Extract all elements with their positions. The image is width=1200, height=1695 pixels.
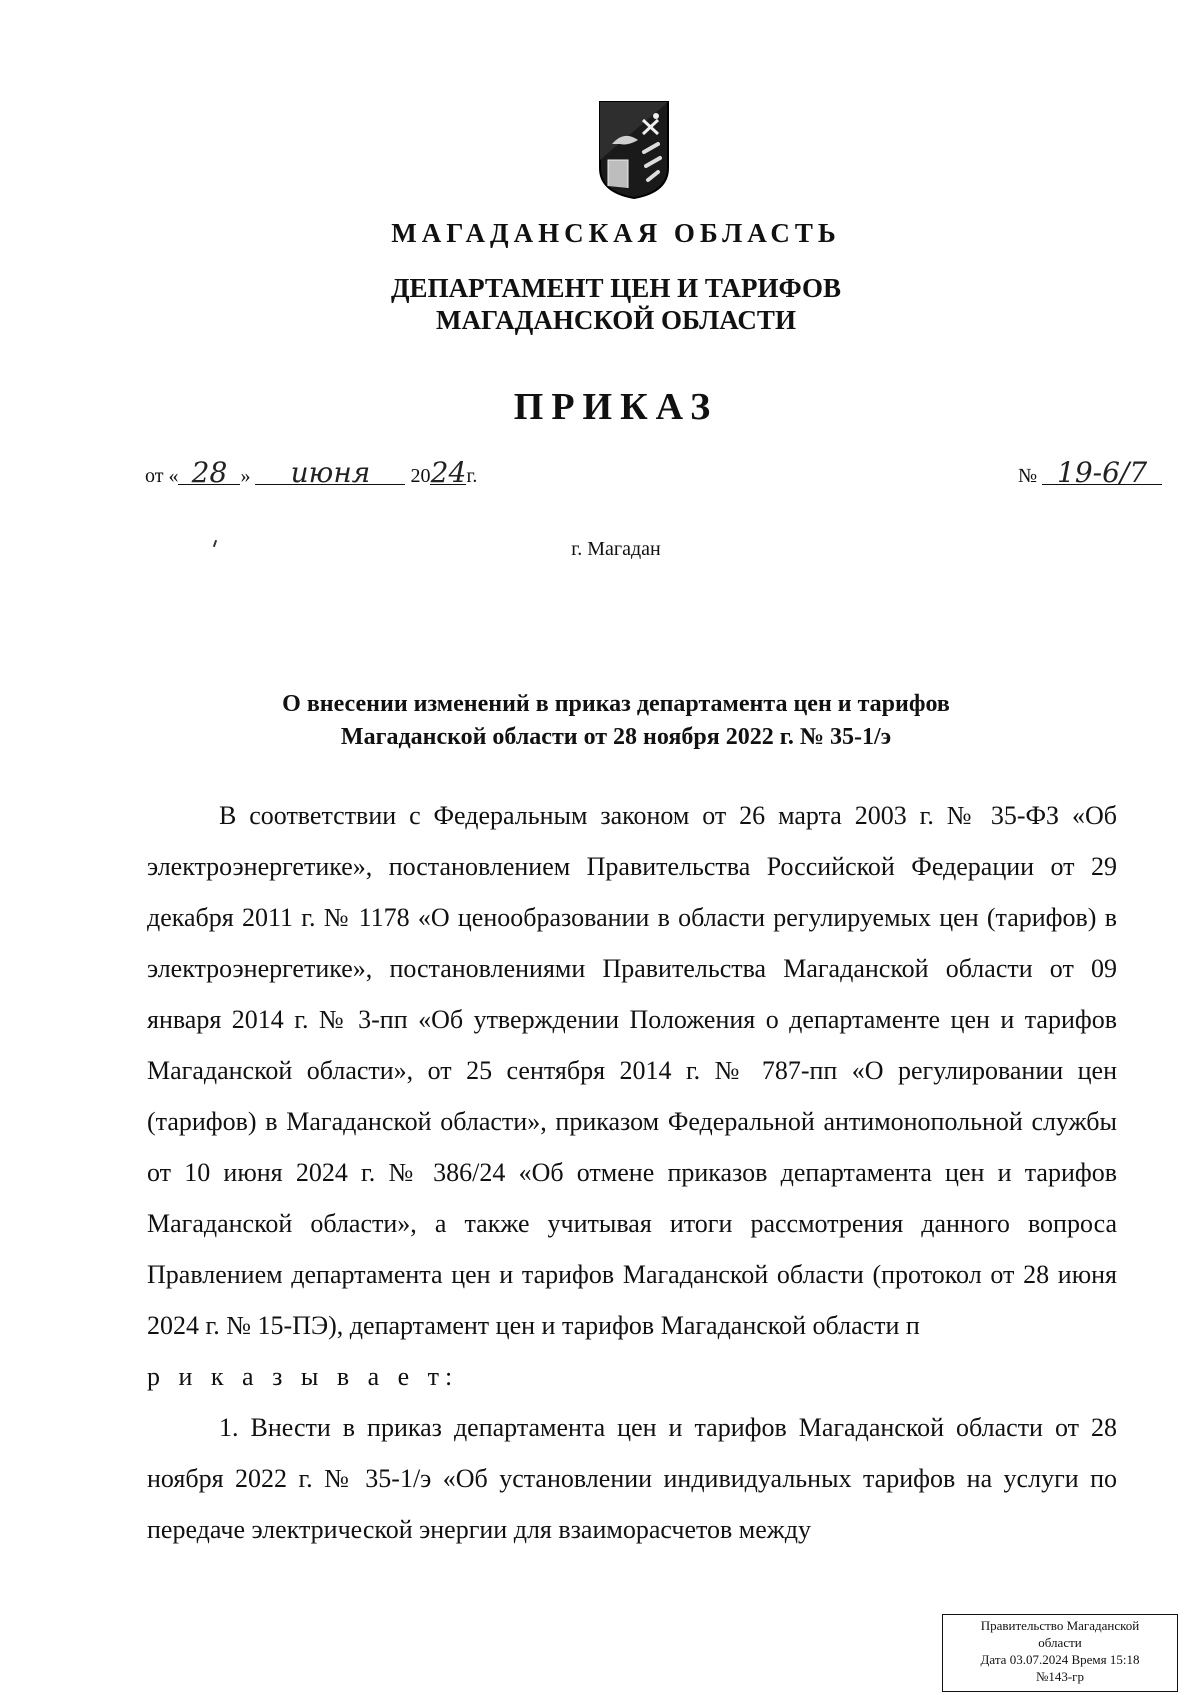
coat-of-arms-icon: [598, 100, 670, 200]
date-prefix: от «: [145, 465, 179, 487]
date-year-prefix: 20: [410, 465, 431, 487]
department-heading: [0, 272, 1200, 336]
orders-word: р и к а з ы в а е т:: [147, 1362, 459, 1391]
order-date: [145, 456, 478, 489]
stamp-line2: области: [1038, 1635, 1082, 1650]
stamp-line4: №143-гр: [1035, 1669, 1085, 1684]
date-day-handwritten: 28: [178, 462, 240, 485]
order-number-handwritten: 19-6/7: [1042, 462, 1162, 485]
order-subject-line1: О внесении изменений в приказ департамента цен и тарифов: [282, 691, 950, 717]
city-label: г. Магадан: [571, 538, 661, 560]
preamble-paragraph: В соответствии с Федеральным законом от 26 марта 2003 г. № 35-ФЗ «Об электроэнергетике», постановлением Правительства Российской Федерации от 29 декабря 2011 г. № 1178 «О ценообразовании в области регулируемых цен (тарифов) в электроэнергетике», постановлениями Правительства Магаданской области от 09 января 2014 г. № 3-пп «Об утверждении Положения о департаменте цен и тарифов Магаданской области», от 25 сентября 2014 г. № 787-пп «О регулировании цен (тарифов) в Магаданской области», приказом Федеральной антимонопольной службы от 10 июня 2024 г. № 386/24 «Об отмене приказов департамента цен и тарифов Магаданской области», а также учитывая итоги рассмотрения данного вопроса Правлением департамента цен и тарифов Магаданской области (протокол от 28 июня 2024 г. № 15-ПЭ), департамент цен и тарифов Магаданской области п: [147, 801, 1117, 1340]
date-year-handwritten: 24: [430, 456, 467, 489]
stamp-line3: Дата 03.07.2024 Время 15:18: [980, 1652, 1140, 1667]
order-subject: [0, 688, 1200, 754]
department-heading-line1: ДЕПАРТАМЕНТ ЦЕН И ТАРИФОВ: [390, 273, 842, 303]
registration-stamp: [942, 1614, 1178, 1692]
order-number-label: №: [1018, 465, 1038, 487]
stamp-line1: Правительство Магаданской: [980, 1618, 1140, 1633]
order-body: [147, 790, 1117, 1555]
item-1-paragraph: 1. Внести в приказ департамента цен и тарифов Магаданской области от 28 ноября 2022 г. № 35-1/э «Об установлении индивидуальных тарифов на услуги по передаче электрической энергии для взаиморасчетов между: [147, 1413, 1117, 1544]
date-year-end: г.: [466, 465, 478, 487]
document-type-title: ПРИКАЗ: [513, 386, 719, 428]
order-subject-line2: Магаданской области от 28 ноября 2022 г. № 35-1/э: [340, 724, 892, 750]
date-close-quote: »: [240, 465, 251, 487]
region-heading: МАГАДАНСКАЯ ОБЛАСТЬ: [391, 218, 841, 248]
order-number: [1018, 456, 1162, 489]
department-heading-line2: МАГАДАНСКОЙ ОБЛАСТИ: [436, 305, 796, 335]
date-month-handwritten: июня: [255, 462, 405, 485]
